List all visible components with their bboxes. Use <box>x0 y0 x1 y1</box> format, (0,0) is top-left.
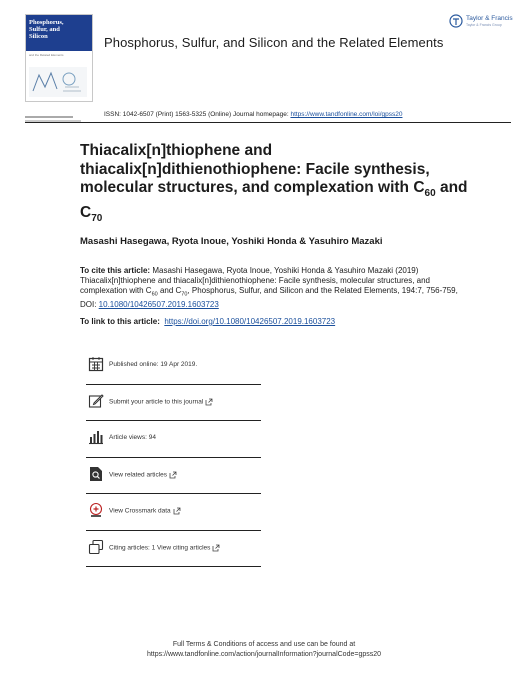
citation-label: To cite this article: <box>80 266 151 275</box>
published-date: Published online: 19 Apr 2019. <box>109 361 198 368</box>
issn-line <box>104 111 402 118</box>
article-link-line <box>80 317 335 326</box>
crossmark-link[interactable] <box>109 507 181 515</box>
doi-link[interactable]: 10.1080/10426507.2019.1603723 <box>98 300 219 310</box>
article-link-label: To link to this article: <box>80 317 160 326</box>
publisher-logo-icon <box>449 14 463 28</box>
list-item-published <box>86 348 261 385</box>
list-item-submit[interactable] <box>86 385 261 422</box>
related-articles-link[interactable] <box>109 471 177 479</box>
cover-title <box>29 19 89 40</box>
publisher-name: Taylor & Francis <box>466 15 513 22</box>
article-info-list <box>86 348 261 567</box>
footer-journal-info-link[interactable]: https://www.tandfonline.com/action/journalInformation?journalCode=gpss20 <box>146 650 382 658</box>
journal-homepage-link[interactable]: https://www.tandfonline.com/loi/gpss20 <box>290 111 403 118</box>
article-title-sub: 70 <box>91 212 103 224</box>
citation-block <box>80 266 460 310</box>
citation-text: and C <box>157 286 182 296</box>
bar-chart-icon <box>88 429 104 445</box>
external-link-icon <box>169 471 177 479</box>
external-link-icon <box>205 398 213 406</box>
header-divider <box>25 122 511 123</box>
list-item-views <box>86 421 261 458</box>
list-item-crossmark[interactable] <box>86 494 261 531</box>
submit-article-link[interactable] <box>109 398 213 406</box>
publisher-logo[interactable] <box>449 14 511 30</box>
issn-text: ISSN: 1042-6507 (Print) 1563-5325 (Online) Journal homepage: <box>104 111 291 118</box>
article-title-sub: 60 <box>424 188 436 200</box>
footer-terms <box>0 640 528 659</box>
publisher-tagline: Taylor & Francis Group <box>466 23 502 27</box>
citation-text: , Phosphorus, Sulfur, and Silicon and the Related Elements, 194:7, 756-759, DOI: <box>80 286 458 310</box>
citing-articles-label: Citing articles: 1 View citing articles <box>109 544 211 552</box>
pencil-icon <box>88 393 104 409</box>
journal-title: Phosphorus, Sulfur, and Silicon and the Related Elements <box>104 35 444 50</box>
article-views: Article views: 94 <box>109 434 156 441</box>
citing-icon <box>88 539 104 555</box>
crossmark-label: View Crossmark data <box>109 507 171 515</box>
calendar-icon <box>88 356 104 372</box>
submit-article-label: Submit your article to this journal <box>109 398 204 406</box>
external-link-icon <box>173 507 181 515</box>
cover-title-line: Silicon <box>29 33 48 40</box>
list-item-related[interactable] <box>86 458 261 495</box>
crossmark-icon <box>88 502 104 518</box>
cover-subtitle: and the Related Elements <box>29 53 64 57</box>
cover-title-line: Sulfur, and <box>29 26 60 33</box>
cover-artwork <box>29 67 87 97</box>
article-title-text: Thiacalix[n]thiophene and thiacalix[n]dithienothiophene: Facile synthesis, molecular structures, and complexation with C <box>80 142 430 196</box>
article-title <box>80 142 480 228</box>
article-doi-url[interactable]: https://doi.org/10.1080/10426507.2019.1603723 <box>164 317 336 326</box>
list-item-citing[interactable] <box>86 531 261 568</box>
citation-sub: 70 <box>181 292 188 298</box>
article-title-text: and C <box>80 179 468 221</box>
external-link-icon <box>212 544 220 552</box>
citation-sub: 60 <box>151 292 158 298</box>
citing-articles-link[interactable] <box>109 544 220 552</box>
article-authors: Masashi Hasegawa, Ryota Inoue, Yoshiki Honda & Yasuhiro Mazaki <box>80 236 383 247</box>
citation-text: Masashi Hasegawa, Ryota Inoue, Yoshiki Honda & Yasuhiro Mazaki (2019) Thiacalix[n]thiophene and thiacalix[n]dithienothiophene: Facile synthesis, molecular structures, and complexation with C <box>80 266 430 296</box>
cover-title-line: Phosphorus, <box>29 19 64 26</box>
journal-cover-thumbnail <box>25 14 93 102</box>
footer-line: Full Terms & Conditions of access and use can be found at <box>172 641 356 648</box>
search-doc-icon <box>88 466 104 482</box>
related-articles-label: View related articles <box>109 471 168 479</box>
